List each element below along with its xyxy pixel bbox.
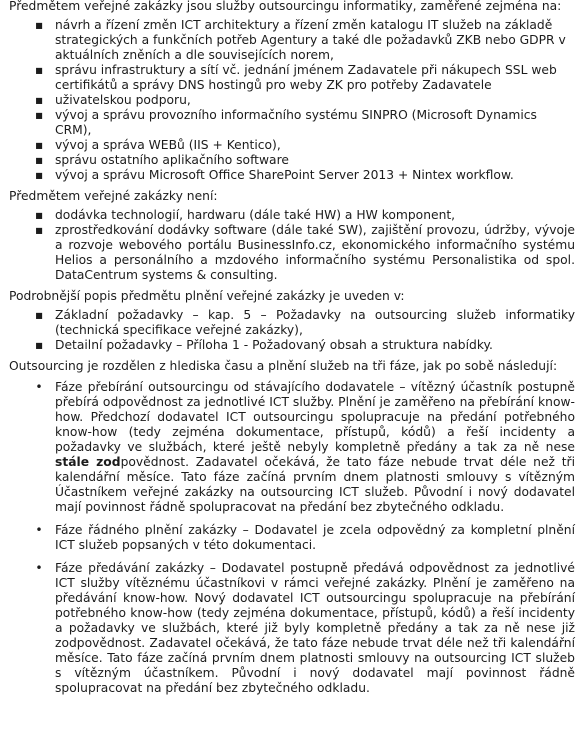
phases-heading: Outsourcing je rozdělen z hlediska času a plnění služeb na tři fáze, jak po sobě následují: [9,359,558,373]
list-item: ▪ vývoj a správa WEBů (IIS + Kentico), [35,138,281,152]
bullet-icon: ▪ [35,308,44,322]
bullet-icon: • [35,523,43,537]
bullet-icon: ▪ [35,108,44,122]
bullet-icon: ▪ [35,153,44,167]
bullet-icon: • [35,561,43,575]
list-item: ▪ správu ostatního aplikačního software [35,153,289,167]
bullet-icon: ▪ [35,138,44,152]
bullet-icon: ▪ [35,168,44,182]
bullet-icon: ▪ [35,338,44,352]
bullet-icon: ▪ [35,208,44,222]
bullet-icon: ▪ [35,223,44,237]
phases-list [9,380,575,696]
bold-text: stále zod [55,455,121,469]
bullet-icon: ▪ [35,18,44,32]
list-item: ▪ návrh a řízení změn ICT architektury a řízení změn katalogu IT služeb na základě strategických a funkčních potřeb Agentury a také dle požadavků ZKB nebo GDPR v aktuálních zněních a dle souvisejících norem, [35,18,566,62]
list-item: ▪ Základní požadavky – kap. 5 – Požadavky na outsourcing služeb informatiky (technická specifikace veřejné zakázky), [35,308,575,337]
phase-item-takeover: • Fáze přebírání outsourcingu od stávajícího dodavatele – vítězný účastník postupně přebírá odpovědnost za jednotlivé ICT služby. Plnění je zaměřeno na přebírání know-how. Předchozí dodavatel ICT outsourcingu spolupracuje na předání potřebného know-how (tedy zejména dokumentace, přístupů, kódů) a řeší incidenty a požadavky ve službách, které ještě nebyly kompletně předány a tak za ně nese stále zodpovědnost. Zadavatel očekává, že tato fáze nebude trvat déle než tři kalendářní měsíce. Tato fáze začíná prvním dnem platnosti smlouvy s vítězným Účastníkem veřejné zakázky na outsourcing ICT služeb. Původní i nový dodavatel mají povinnost řádně spolupracovat na předání bez zbytečného odkladu. [35,380,576,514]
list-item: ▪ uživatelskou podporu, [35,93,191,107]
phase-item-regular: • Fáze řádného plnění zakázky – Dodavatel je zcela odpovědný za kompletní plnění ICT služeb popsaných v této dokumentaci. [35,523,575,552]
bullet-icon: • [35,380,43,394]
list-item: ▪ vývoj a správu Microsoft Office SharePoint Server 2013 + Nintex workflow. [35,168,514,182]
intro-paragraph: Předmětem veřejné zakázky jsou služby outsourcingu informatiky, zaměřené zejména na: [9,0,562,13]
list-item: ▪ Detailní požadavky – Příloha 1 - Požadovaný obsah a struktura nabídky. [35,338,493,352]
not-scope-heading: Předmětem veřejné zakázky není: [9,189,218,203]
details-list [9,308,575,353]
bullet-icon: ▪ [35,63,44,77]
list-item: ▪ dodávka technologií, hardwaru (dále také HW) a HW komponent, [35,208,456,222]
document-page [9,0,575,704]
not-scope-list [9,208,575,283]
list-item: ▪ zprostředkování dodávky software (dále také SW), zajištění provozu, údržby, vývoje a rozvoje webového portálu BusinessInfo.cz, ekonomického informačního systému Helios a personálního a mzdového informačního systému Personalistika od spol. DataCentrum systems & consulting. [35,223,575,282]
scope-list [9,18,575,183]
details-heading: Podrobnější popis předmětu plnění veřejné zakázky je uveden v: [9,289,405,303]
phase-item-handover: • Fáze předávání zakázky – Dodavatel postupně předává odpovědnost za jednotlivé ICT služby vítěznému účastníkovi v rámci veřejné zakázky. Plnění je zaměřeno na předávání know-how. Nový dodavatel ICT outsourcingu spolupracuje na přebírání potřebného know-how (tedy zejména dokumentace, přístupů, kódů) a řeší incidenty a požadavky ve službách, které již byly kompletně předány a tak za ně nese již zodpovědnost. Zadavatel očekává, že tato fáze nebude trvat déle než tři kalendářní měsíce. Tato fáze začíná prvním dnem platnosti smlouvy na outsourcing ICT služeb s vítězným účastníkem. Původní i nový dodavatel mají povinnost řádně spolupracovat na předání bez zbytečného odkladu. [35,561,575,695]
list-item: ▪ správu infrastruktury a sítí vč. jednání jménem Zadavatele při nákupech SSL web certifikátů a správy DNS hostingů pro weby ZK pro potřeby Zadavatele [35,63,557,92]
list-item: ▪ vývoj a správu provozního informačního systému SINPRO (Microsoft Dynamics CRM), [35,108,537,137]
bullet-icon: ▪ [35,93,44,107]
